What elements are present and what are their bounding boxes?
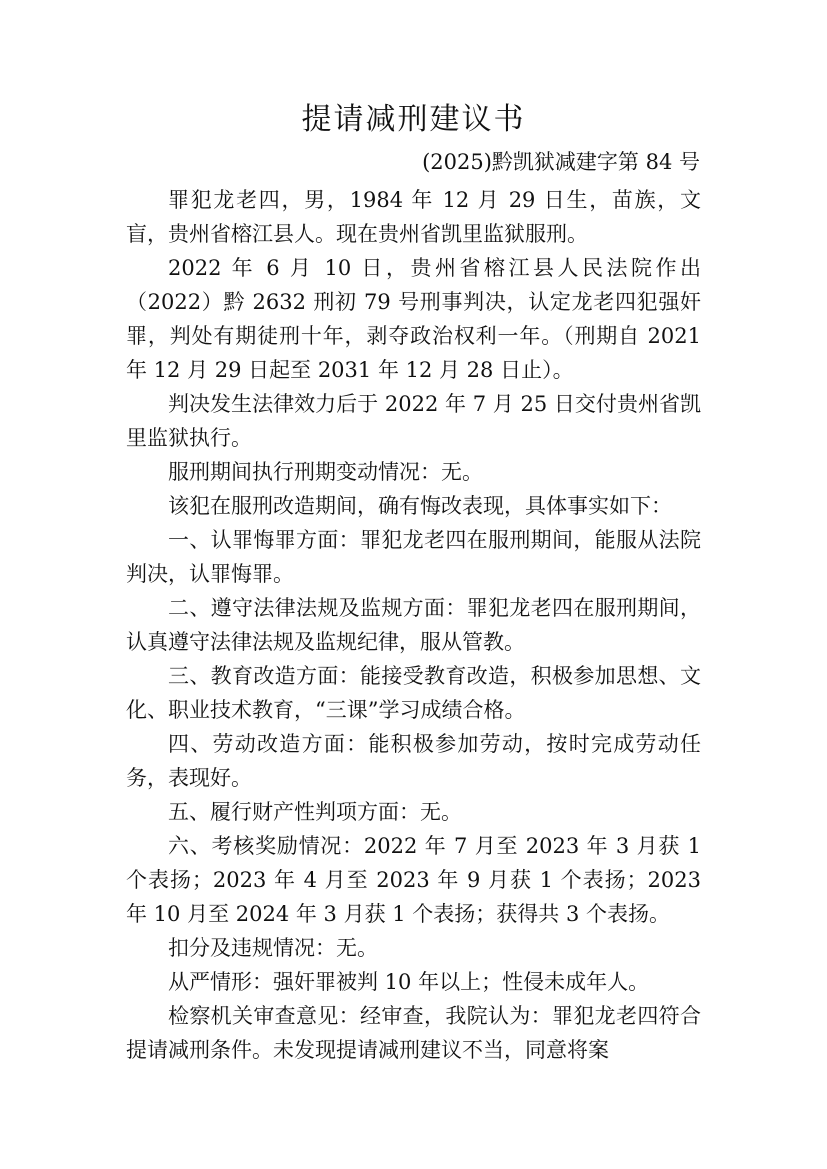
paragraph-judgment: 2022 年 6 月 10 日，贵州省榕江县人民法院作出（2022）黔 2632 刑初 79 号刑事判决，认定龙老四犯强奸罪，判处有期徒刑十年，剥夺政治权利一年。（刑期自 2021 年 12 月 29 日起至 2031 年 12 月 28 日止）。 [126, 256, 701, 382]
paragraph-procuratorate-opinion: 检察机关审查意见：经审查，我院认为：罪犯龙老四符合提请减刑条件。未发现提请减刑建议不当，同意将案 [126, 1004, 701, 1062]
paragraph-criminal-info: 罪犯龙老四，男，1984 年 12 月 29 日生，苗族，文盲，贵州省榕江县人。现在贵州省凯里监狱服刑。 [126, 188, 701, 246]
paragraph-sentence-change: 服刑期间执行刑期变动情况：无。 [168, 460, 483, 484]
paragraph-education: 三、教育改造方面：能接受教育改造，积极参加思想、文化、职业技术教育，“三课”学习成绩合格。 [126, 664, 701, 722]
paragraph-violations: 扣分及违规情况：无。 [168, 936, 378, 960]
paragraph-labor: 四、劳动改造方面：能积极参加劳动，按时完成劳动任务，表现好。 [126, 732, 701, 790]
paragraph-property: 五、履行财产性判项方面：无。 [168, 800, 462, 824]
document-number: (2025)黔凯狱减建字第 84 号 [422, 150, 700, 174]
paragraph-execution: 判决发生法律效力后于 2022 年 7 月 25 日交付贵州省凯里监狱执行。 [126, 392, 701, 450]
paragraph-plea: 一、认罪悔罪方面：罪犯龙老四在服刑期间，能服从法院判决，认罪悔罪。 [126, 528, 701, 586]
paragraph-rewards: 六、考核奖励情况：2022 年 7 月至 2023 年 3 月获 1 个表扬；2023 年 4 月至 2023 年 9 月获 1 个表扬；2023 年 10 月至 2024 年 3 月获 1 个表扬；获得共 3 个表扬。 [126, 834, 701, 926]
paragraph-discipline: 二、遵守法律法规及监规方面：罪犯龙老四在服刑期间，认真遵守法律法规及监规纪律，服从管教。 [126, 596, 701, 654]
paragraph-strict-circumstances: 从严情形：强奸罪被判 10 年以上；性侵未成年人。 [168, 970, 650, 994]
document-body [126, 183, 701, 1067]
paragraph-repentance-intro: 该犯在服刑改造期间，确有悔改表现，具体事实如下： [168, 494, 672, 518]
document-title: 提请减刑建议书 [301, 102, 526, 137]
